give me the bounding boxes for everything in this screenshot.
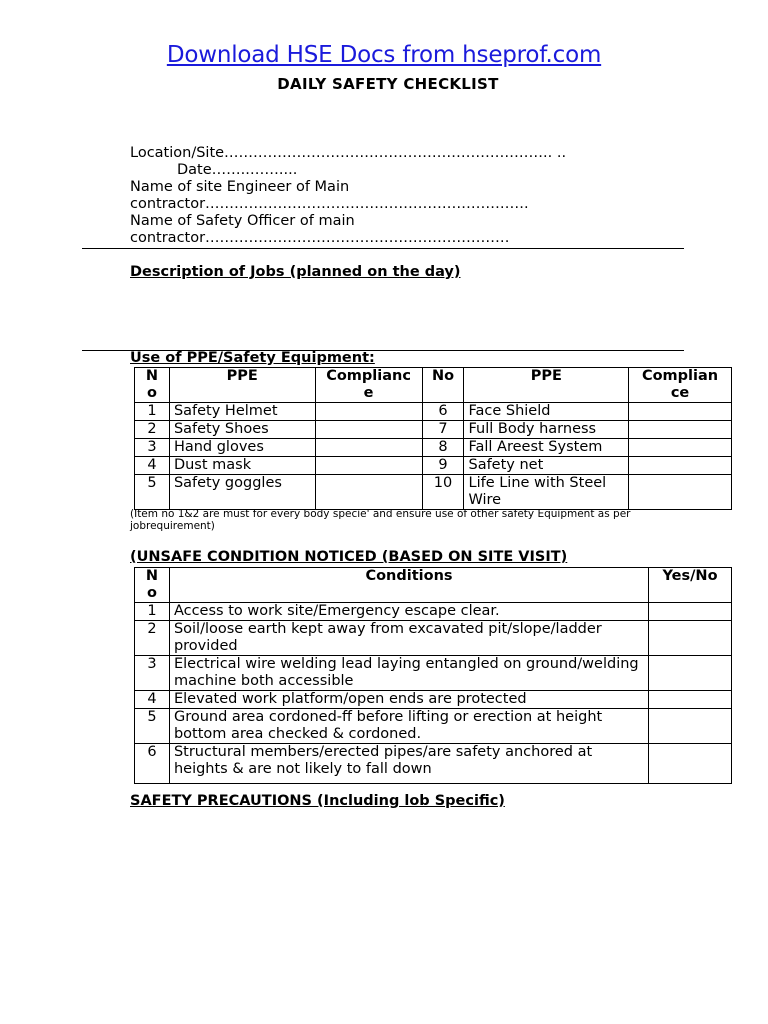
condition-text: Soil/loose earth kept away from excavated pit/slope/ladder provided [169, 621, 648, 656]
condition-text: Electrical wire welding lead laying entangled on ground/welding machine both accessible [169, 656, 648, 691]
item-number: 2 [135, 421, 170, 439]
ppe-item: Life Line with Steel Wire [464, 475, 629, 510]
compliance-cell[interactable] [629, 421, 732, 439]
column-header-ppe: PPE [169, 368, 315, 403]
engineer-field-line1: Name of site Engineer of Main [130, 179, 350, 195]
ppe-table [134, 367, 732, 510]
item-number: 5 [135, 709, 170, 744]
compliance-cell[interactable] [315, 421, 422, 439]
condition-text: Elevated work platform/open ends are protected [169, 691, 648, 709]
item-number: 9 [422, 457, 464, 475]
item-number: 6 [422, 403, 464, 421]
jobs-heading: Description of Jobs (planned on the day) [130, 264, 461, 280]
table-row [135, 439, 732, 457]
compliance-cell[interactable] [629, 475, 732, 510]
column-header-ppe: PPE [464, 368, 629, 403]
ppe-item: Fall Areest System [464, 439, 629, 457]
unsafe-condition-heading: (UNSAFE CONDITION NOTICED (BASED ON SITE VISIT) [130, 549, 568, 565]
item-number: 6 [135, 744, 170, 784]
compliance-cell[interactable] [315, 403, 422, 421]
column-header-compliance: Complianc e [315, 368, 422, 403]
table-row [135, 744, 732, 784]
ppe-item: Safety net [464, 457, 629, 475]
ppe-item: Face Shield [464, 403, 629, 421]
table-row [135, 691, 732, 709]
condition-text: Ground area cordoned-ff before lifting or erection at height bottom area checked & cordoned. [169, 709, 648, 744]
unsafe-conditions-table [134, 567, 732, 784]
item-number: 4 [135, 457, 170, 475]
ppe-item: Full Body harness [464, 421, 629, 439]
ppe-item: Safety goggles [169, 475, 315, 510]
item-number: 8 [422, 439, 464, 457]
download-link[interactable]: Download HSE Docs from hseprof.com [166, 42, 602, 68]
item-number: 10 [422, 475, 464, 510]
table-row [135, 621, 732, 656]
yes-no-cell[interactable] [649, 691, 732, 709]
item-number: 7 [422, 421, 464, 439]
compliance-cell[interactable] [315, 439, 422, 457]
table-row [135, 603, 732, 621]
ppe-item: Safety Helmet [169, 403, 315, 421]
column-header-yes-no: Yes/No [649, 568, 732, 603]
item-number: 1 [135, 603, 170, 621]
yes-no-cell[interactable] [649, 656, 732, 691]
column-header-no: No [422, 368, 464, 403]
compliance-cell[interactable] [629, 439, 732, 457]
compliance-cell[interactable] [315, 475, 422, 510]
compliance-cell[interactable] [629, 457, 732, 475]
ppe-item: Dust mask [169, 457, 315, 475]
ppe-heading: Use of PPE/Safety Equipment: [130, 350, 375, 366]
condition-text: Access to work site/Emergency escape clear. [169, 603, 648, 621]
divider-line [82, 248, 684, 249]
item-number: 4 [135, 691, 170, 709]
officer-field-line2: contractor……………………………………………………… [130, 230, 510, 246]
table-row [135, 709, 732, 744]
item-number: 1 [135, 403, 170, 421]
column-header-no: N o [135, 568, 170, 603]
condition-text: Structural members/erected pipes/are safety anchored at heights & are not likely to fall down [169, 744, 648, 784]
location-field: Location/Site………………………………………………………….. .. [130, 145, 567, 161]
item-number: 3 [135, 656, 170, 691]
compliance-cell[interactable] [315, 457, 422, 475]
item-number: 3 [135, 439, 170, 457]
ppe-note: (Item no 1&2 are must for every body specie' and ensure use of other safety Equipment as per jobrequirement) [130, 508, 631, 532]
engineer-field-line2: contractor…………………………………………………………. [130, 196, 529, 212]
item-number: 5 [135, 475, 170, 510]
column-header-conditions: Conditions [169, 568, 648, 603]
column-header-no: N o [135, 368, 170, 403]
ppe-item: Safety Shoes [169, 421, 315, 439]
table-header-row [135, 368, 732, 403]
item-number: 2 [135, 621, 170, 656]
ppe-item: Hand gloves [169, 439, 315, 457]
table-header-row [135, 568, 732, 603]
yes-no-cell[interactable] [649, 744, 732, 784]
officer-field-line1: Name of Safety Officer of main [130, 213, 355, 229]
document-title: DAILY SAFETY CHECKLIST [277, 75, 499, 93]
yes-no-cell[interactable] [649, 621, 732, 656]
compliance-cell[interactable] [629, 403, 732, 421]
table-row [135, 457, 732, 475]
safety-precautions-heading: SAFETY PRECAUTIONS (Including lob Specific) [130, 793, 505, 809]
table-row [135, 403, 732, 421]
yes-no-cell[interactable] [649, 709, 732, 744]
date-field: Date……..…….... [177, 162, 298, 178]
table-row [135, 475, 732, 510]
column-header-compliance: Complian ce [629, 368, 732, 403]
table-row [135, 421, 732, 439]
table-row [135, 656, 732, 691]
yes-no-cell[interactable] [649, 603, 732, 621]
